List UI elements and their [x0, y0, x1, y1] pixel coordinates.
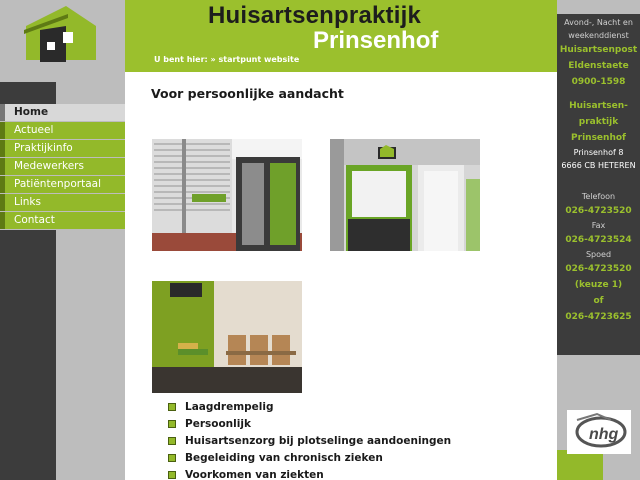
feature-list [168, 400, 451, 480]
list-item: Voorkomen van ziekten [168, 468, 451, 480]
list-item: Laagdrempelig [168, 400, 451, 417]
nav-item-home[interactable]: Home [0, 104, 125, 121]
site-header [125, 0, 557, 72]
list-item: Persoonlijk [168, 417, 451, 434]
photo-entrance [152, 139, 302, 251]
bullet-square-icon [168, 403, 176, 411]
nav-item-actueel[interactable]: Actueel [0, 122, 125, 139]
bullet-square-icon [168, 437, 176, 445]
site-title-line2: Prinsenhof [313, 27, 439, 54]
nav-item-medewerkers[interactable]: Medewerkers [0, 158, 125, 175]
nav-item-patientenportaal[interactable]: Patiëntenportaal [0, 176, 125, 193]
left-logo-bar [0, 82, 56, 104]
emergency-phone: 0900-1598 [571, 77, 626, 87]
practice-logo[interactable] [22, 4, 100, 66]
left-dark-panel [0, 230, 56, 480]
fax-label: Fax [591, 221, 606, 230]
practice-name: Huisartsen-praktijk Prinsenhof [569, 101, 628, 143]
bullet-square-icon [168, 454, 176, 462]
page-heading: Voor persoonlijke aandacht [151, 86, 344, 101]
urgent-phone: 026-4723520 [565, 264, 632, 274]
phone-number: 026-4723520 [565, 206, 632, 216]
main-nav [0, 104, 125, 230]
list-item: Huisartsenzorg bij plotselinge aandoeningen [168, 434, 451, 451]
nhg-badge-text: nhg [589, 426, 619, 443]
contact-info [557, 16, 640, 325]
nav-item-praktijkinfo[interactable]: Praktijkinfo [0, 140, 125, 157]
address-city: 6666 CB HETEREN [561, 161, 636, 170]
nav-item-contact[interactable]: Contact [0, 212, 125, 229]
photo-reception [330, 139, 480, 251]
address-street: Prinsenhof 8 [573, 148, 624, 157]
list-item: Begeleiding van chronisch zieken [168, 451, 451, 468]
nav-item-links[interactable]: Links [0, 194, 125, 211]
emergency-service-label: Avond-, Nacht en weekenddienst [564, 18, 633, 40]
bullet-square-icon [168, 471, 176, 479]
bullet-square-icon [168, 420, 176, 428]
or-label: of [593, 296, 604, 306]
nhg-badge[interactable] [567, 410, 631, 454]
phone-label: Telefoon [581, 192, 616, 201]
emergency-organisation: Huisartsenpost Eldenstaete [559, 45, 638, 71]
fax-number: 026-4723524 [565, 235, 632, 245]
urgent-note: (keuze 1) [574, 280, 623, 290]
urgent-label: Spoed [585, 250, 612, 259]
breadcrumb: U bent hier: » startpunt website [154, 55, 300, 64]
urgent-alt-phone: 026-4723625 [565, 312, 632, 322]
site-title-line1: Huisartsenpraktijk [208, 2, 422, 29]
right-green-block [557, 450, 603, 480]
photo-waiting-room [152, 281, 302, 393]
